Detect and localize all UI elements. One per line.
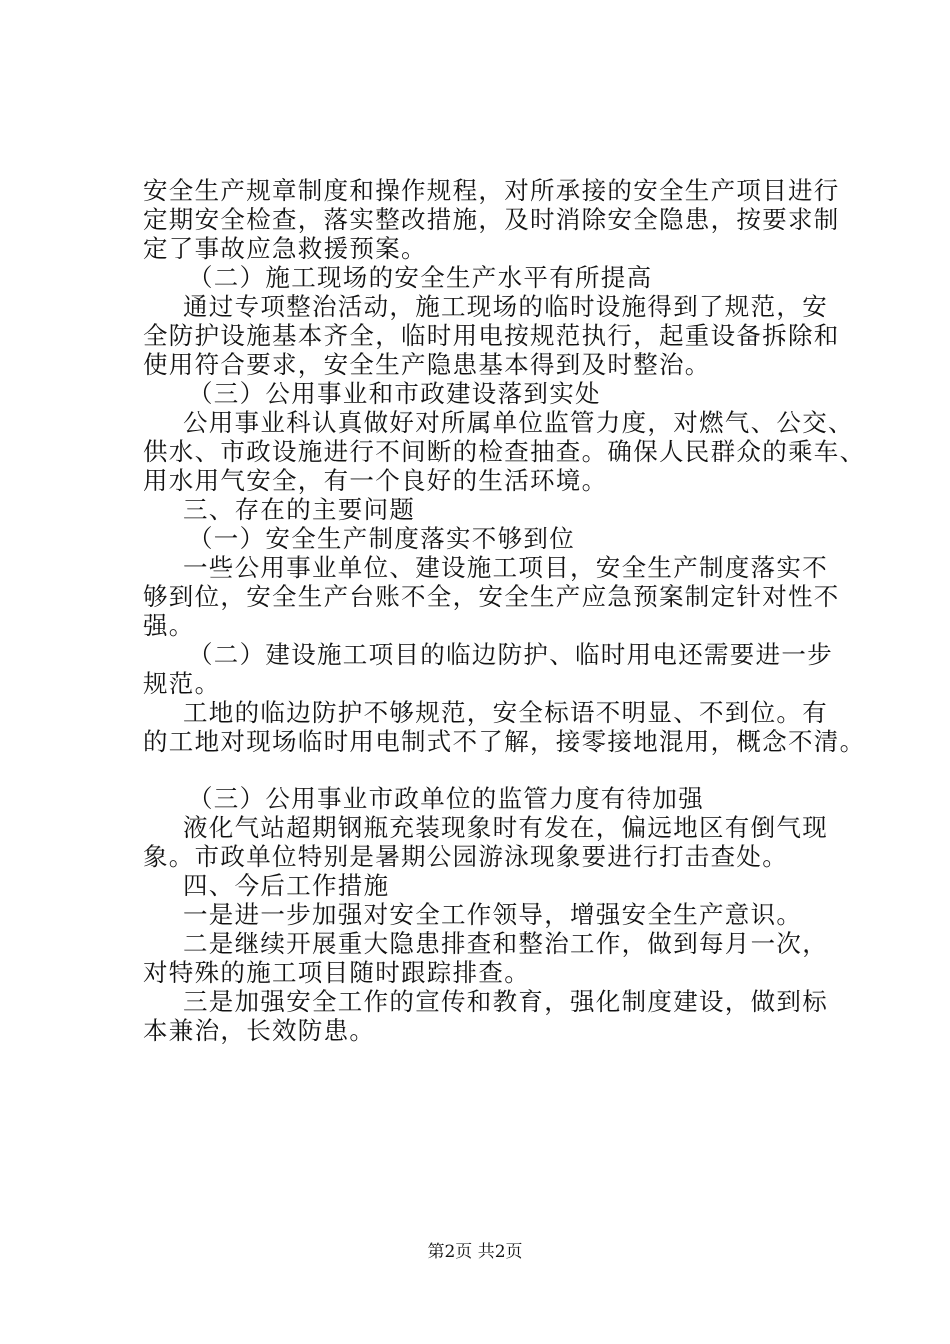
section-heading: （三）公用事业和市政建设落到实处: [188, 379, 601, 408]
text-line: 全防护设施基本齐全，临时用电按规范执行，起重设备拆除和: [143, 321, 840, 350]
text-line: 供水、市政设施进行不间断的检查抽查。确保人民群众的乘车、: [143, 437, 866, 466]
section-heading: （一）安全生产制度落实不够到位: [188, 524, 575, 553]
text-line: 够到位，安全生产台账不全，安全生产应急预案制定针对性不: [143, 582, 840, 611]
text-line: 公用事业科认真做好对所属单位监管力度，对燃气、公交、: [183, 408, 854, 437]
chapter-heading: 三、存在的主要问题: [183, 495, 416, 524]
text-line: 液化气站超期钢瓶充装现象时有发在，偏远地区有倒气现: [183, 813, 828, 842]
text-line: 一些公用事业单位、建设施工项目，安全生产制度落实不: [183, 553, 828, 582]
text-line: 二是继续开展重大隐患排查和整治工作，做到每月一次，: [183, 929, 828, 958]
paragraph-gap: [143, 756, 843, 784]
text-line: 使用符合要求，安全生产隐患基本得到及时整治。: [143, 350, 711, 379]
text-line: 象。市政单位特别是暑期公园游泳现象要进行打击查处。: [143, 842, 788, 871]
text-line: 定期安全检查，落实整改措施，及时消除安全隐患，按要求制: [143, 205, 840, 234]
text-line: 工地的临边防护不够规范，安全标语不明显、不到位。有: [183, 698, 828, 727]
text-line: 对特殊的施工项目随时跟踪排查。: [143, 958, 530, 987]
document-body: [143, 176, 866, 1045]
text-line: 用水用气安全，有一个良好的生活环境。: [143, 466, 608, 495]
section-heading: （二）施工现场的安全生产水平有所提高: [188, 263, 653, 292]
text-line: 的工地对现场临时用电制式不了解，接零接地混用，概念不清。: [143, 727, 866, 756]
chapter-heading: 四、今后工作措施: [183, 871, 390, 900]
text-line: 规范。: [143, 669, 221, 698]
text-line: 定了事故应急救援预案。: [143, 234, 427, 263]
section-heading: （三）公用事业市政单位的监管力度有待加强: [188, 784, 704, 813]
text-line: 通过专项整治活动，施工现场的临时设施得到了规范，安: [183, 292, 828, 321]
section-heading: （二）建设施工项目的临边防护、临时用电还需要进一步: [188, 640, 833, 669]
text-line: 安全生产规章制度和操作规程，对所承接的安全生产项目进行: [143, 176, 840, 205]
text-line: 强。: [143, 611, 195, 640]
text-line: 本兼治，长效防患。: [143, 1016, 376, 1045]
text-line: 三是加强安全工作的宣传和教育，强化制度建设，做到标: [183, 987, 828, 1016]
page-footer: 第2页 共2页: [427, 1242, 523, 1262]
text-line: 一是进一步加强对安全工作领导，增强安全生产意识。: [183, 900, 803, 929]
